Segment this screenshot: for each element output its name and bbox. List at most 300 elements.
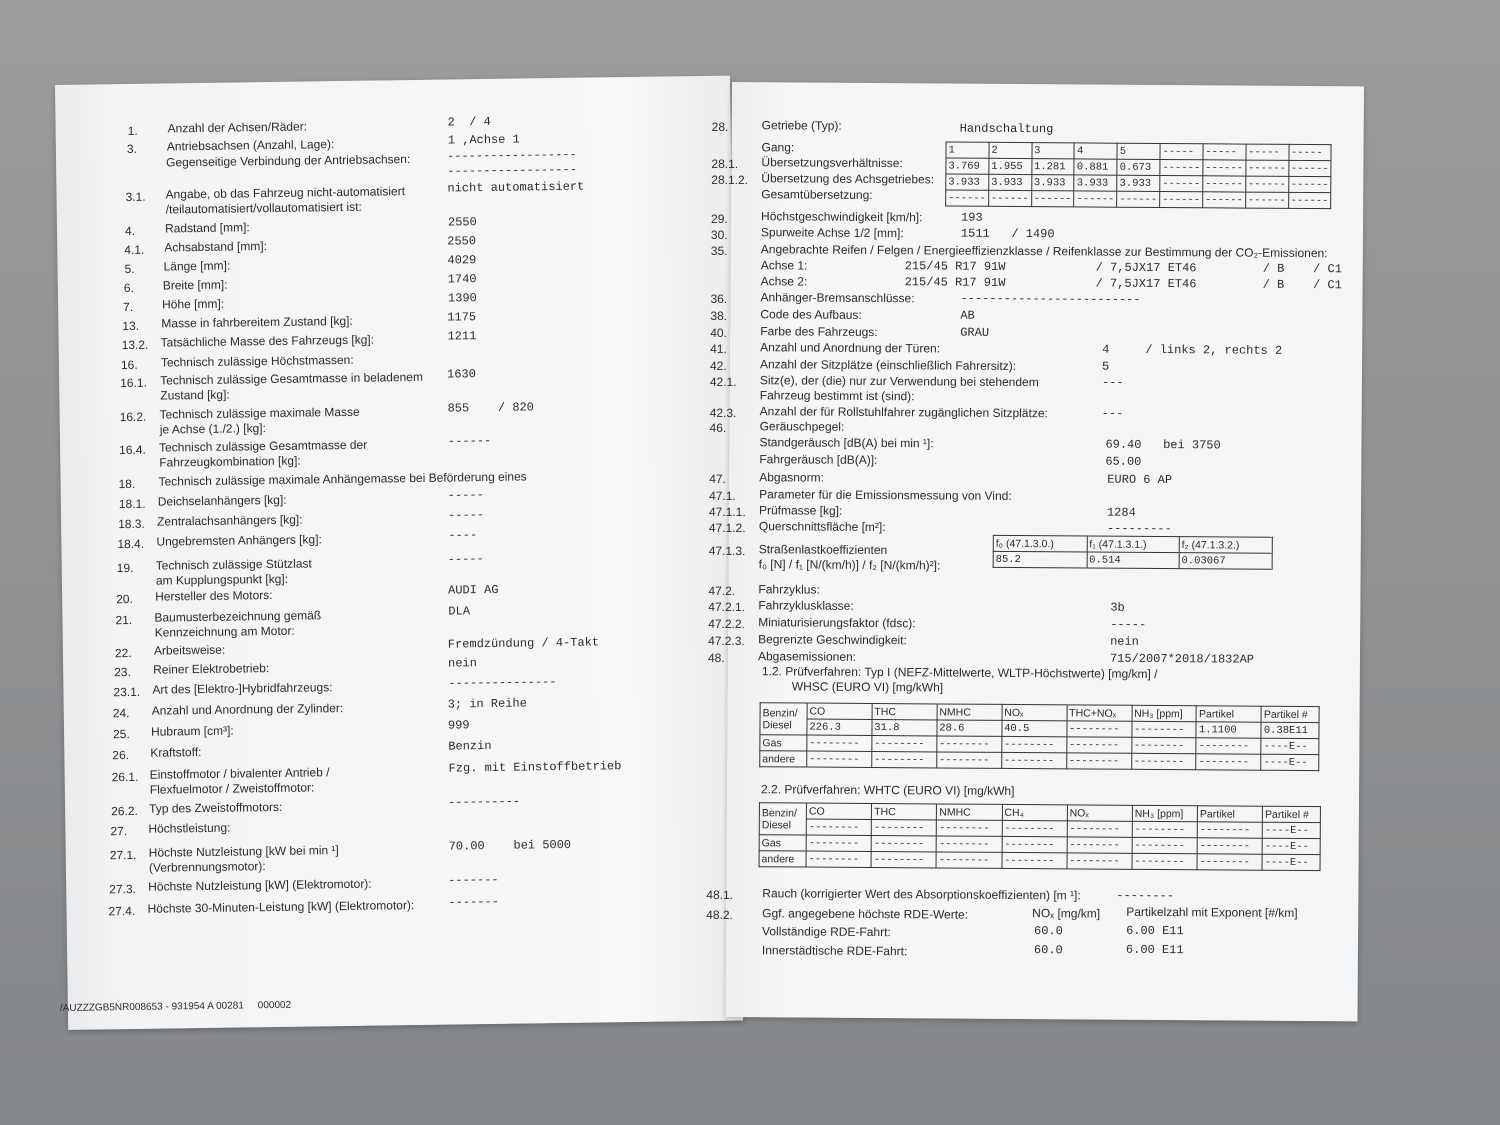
item-value: ------- — [448, 894, 499, 910]
table-cell: 1.281 — [1031, 159, 1074, 175]
item-label: Code des Aufbaus: — [760, 307, 862, 322]
item-value: ------ — [447, 433, 492, 449]
item-number: 18.4. — [117, 536, 145, 552]
item-number: 22. — [114, 645, 132, 661]
item-value: ------- — [448, 872, 499, 888]
column-header: NOₓ — [1067, 805, 1132, 821]
table-cell: ------ — [1288, 192, 1331, 208]
table-cell: 4 — [1074, 143, 1117, 159]
item-value: AB — [960, 308, 975, 323]
item-number: 48.2. — [706, 907, 733, 923]
item-number: 21. — [115, 612, 133, 628]
test-procedure-12: 1.2. Prüfverfahren: Typ I (NEFZ-Mittelwerte, WLTP-Höchstwerte) [mg/km] / WHSC (EURO VI) [mg/kWh] — [761, 664, 1158, 695]
rim-value: / 7,5JX17 ET46 — [1095, 260, 1197, 276]
item-label: Baumusterbezeichnung gemäß Kennzeichnung am Motor: — [154, 608, 322, 640]
table-cell: -------- — [1132, 821, 1197, 837]
item-label: Prüfmasse [kg]: — [758, 503, 843, 518]
rde-value: 6.00 E11 — [1125, 942, 1184, 958]
tyre-value: 215/45 R17 91W — [904, 275, 1006, 290]
emissions-table-22 — [759, 802, 1321, 871]
item-value: 193 — [961, 210, 983, 225]
item-number: 28. — [711, 119, 729, 134]
item-label: Typ des Zweistoffmotors: — [149, 799, 283, 816]
footer-id: /AUZZZGB5NR008653 - 931954 A 00281 000002 — [59, 999, 292, 1015]
achse-label: Achse 2: — [760, 274, 808, 289]
item-number: 47.1.1. — [708, 504, 746, 520]
item-number: 35. — [710, 243, 728, 258]
table-cell: f₁ (47.1.3.1.) — [1087, 536, 1179, 553]
item-label: Technisch zulässige Stützlast am Kupplungspunkt [kg]: — [155, 556, 312, 588]
item-number: 47.2.2. — [708, 616, 745, 632]
item-value: 4 / links 2, rechts 2 — [1102, 342, 1283, 358]
item-value: 2550 — [447, 234, 477, 249]
table-cell: Gas — [759, 835, 806, 851]
item-value: 1511 / 1490 — [960, 226, 1055, 242]
item-number: 18.1. — [118, 496, 146, 512]
noise-label: Fahrgeräusch [dB(A)]: — [759, 452, 878, 468]
table-cell: ------ — [1245, 192, 1288, 208]
item-number: 16.4. — [119, 442, 146, 458]
table-cell: ------ — [1160, 175, 1203, 191]
item-value: ----- — [447, 552, 484, 567]
item-label: Breite [mm]: — [162, 277, 228, 293]
table-cell: ------ — [1074, 191, 1117, 207]
table-row — [760, 751, 1319, 771]
row-header: Benzin/ Diesel — [759, 803, 806, 835]
rde-label: Innerstädtische RDE-Fahrt: — [761, 943, 908, 959]
table-cell: 0.673 — [1117, 159, 1160, 175]
item-label: Einstoffmotor / bivalenter Antrieb / Flexfuelmotor / Zweistoffmotor: — [149, 765, 330, 797]
noise-value: 65.00 — [1105, 454, 1142, 469]
table-cell: -------- — [1002, 852, 1067, 868]
item-label: Höchstleistung: — [148, 820, 231, 836]
table-cell: 5 — [1117, 143, 1160, 159]
item-label: Achsabstand [mm]: — [164, 239, 268, 255]
item-label: Geräuschpegel: — [759, 419, 845, 434]
table-cell: -------- — [806, 835, 871, 851]
table-cell: -------- — [1197, 854, 1262, 870]
table-cell: -------- — [936, 752, 1001, 768]
table-cell: 3.933 — [1031, 175, 1074, 191]
item-value: ------------------ ------------------ — [446, 147, 577, 179]
item-value: nein — [448, 656, 478, 671]
column-header: Partikel — [1196, 706, 1261, 722]
table-cell: ------ — [988, 190, 1031, 206]
item-number: 13.2. — [121, 337, 149, 353]
item-number: 36. — [710, 291, 728, 306]
noise-label: Standgeräusch [dB(A) bei min ¹]: — [759, 435, 934, 451]
noise-value: 69.40 bei 3750 — [1105, 437, 1221, 453]
item-value: 1390 — [447, 291, 477, 306]
item-label: Angebrachte Reifen / Felgen / Energieeffizienzklasse / Reifenklasse zur Bestimmung der CO₂-Emissionen: — [760, 242, 1328, 261]
item-value: ---------- — [447, 794, 521, 810]
table-cell: ----E-- — [1262, 838, 1320, 854]
item-value: ---- — [448, 528, 478, 543]
item-number: 28.1.2. — [711, 172, 749, 188]
item-number: 47. — [709, 471, 726, 486]
item-value: 1284 — [1106, 505, 1136, 520]
item-value: GRAU — [960, 325, 990, 340]
table-cell: 85.2 — [993, 551, 1087, 568]
column-header: THC — [872, 803, 937, 819]
item-label: Länge [mm]: — [163, 258, 231, 274]
item-label: Querschnittsfläche [m²]: — [758, 519, 886, 535]
table-cell: -------- — [1067, 853, 1132, 869]
class-value: / B / C1 — [1262, 277, 1342, 293]
table-cell: ------ — [1288, 176, 1331, 192]
item-value: --------- — [1106, 521, 1172, 537]
item-number: 47.1.2. — [708, 520, 746, 536]
table-cell: ------ — [1288, 160, 1331, 176]
item-number: 47.2.3. — [708, 633, 745, 649]
item-number: 48.1. — [706, 887, 734, 903]
item-label: Technisch zulässige maximale Anhängemasse bei Beförderung eines — [158, 469, 527, 489]
test-procedure-22: 2.2. Prüfverfahren: WHTC (EURO VI) [mg/kWh] — [761, 782, 1015, 798]
tyre-value: 215/45 R17 91W — [904, 259, 1006, 274]
item-number: 19. — [116, 560, 134, 576]
item-value: --- — [1101, 406, 1124, 421]
road-load-table — [993, 535, 1273, 570]
item-label: Technisch zulässige maximale Masse je Achse (1./2.) [kg]: — [159, 404, 360, 437]
item-value: ------------------------- — [960, 291, 1141, 307]
table-cell: -------- — [1067, 721, 1132, 737]
table-cell: -------- — [1002, 836, 1067, 852]
item-value: 715/2007*2018/1832AP — [1109, 651, 1255, 667]
table-cell: -------- — [1197, 822, 1262, 838]
item-value: DLA — [448, 604, 471, 619]
emissions-table-12 — [759, 702, 1319, 771]
table-cell: 1.955 — [989, 158, 1032, 174]
table-cell: -------- — [1067, 821, 1132, 837]
item-value: Handschaltung — [959, 121, 1054, 137]
table-cell: ----E-- — [1262, 854, 1320, 870]
item-label: Miniaturisierungsfaktor (fdsc): — [758, 615, 916, 631]
item-value: 3; in Reihe — [447, 696, 527, 712]
table-row — [993, 551, 1272, 569]
item-label: Anzahl und Anordnung der Türen: — [760, 340, 941, 356]
item-value: 1630 — [446, 367, 476, 382]
item-number: 6. — [123, 280, 134, 296]
item-label: Deichselanhängers [kg]: — [157, 492, 287, 509]
item-number: 47.2.1. — [708, 599, 746, 615]
column-header: NH₃ [ppm] — [1132, 705, 1197, 721]
item-number: 7. — [123, 299, 134, 315]
table-cell: 40.5 — [1002, 720, 1067, 736]
item-label: Anzahl der Sitzplätze (einschließlich Fahrersitz): — [759, 357, 1017, 373]
item-value: 1211 — [447, 329, 477, 344]
rde-nox-header: NOₓ [mg/km] — [1032, 906, 1101, 921]
table-cell: 2 — [989, 142, 1032, 158]
table-cell: 28.6 — [937, 720, 1002, 736]
item-value: 1175 — [447, 310, 477, 325]
item-value: 2550 — [447, 215, 477, 230]
table-cell: 3.769 — [946, 158, 989, 174]
item-number: 28.1. — [711, 156, 739, 172]
table-cell: -------- — [1196, 738, 1261, 754]
column-header: CO — [807, 703, 872, 719]
item-label: Technisch zulässige Gesamtmasse der Fahrzeugkombination [kg]: — [158, 437, 368, 470]
item-label: Ungebremsten Anhängers [kg]: — [156, 532, 322, 549]
item-value: 1 ,Achse 1 — [447, 132, 520, 148]
item-label: Masse in fahrbereitem Zustand [kg]: — [161, 313, 353, 331]
item-number: 13. — [122, 318, 140, 334]
table-cell: f₂ (47.1.3.2.) — [1179, 537, 1272, 554]
gang-label: Gang: — [761, 140, 795, 155]
item-value: 2 / 4 — [447, 114, 491, 130]
item-number: 30. — [710, 227, 728, 242]
gesamt-label: Gesamtübersetzung: — [761, 187, 873, 202]
item-number: 23.1. — [113, 684, 141, 700]
table-cell: ------ — [1246, 160, 1289, 176]
item-label: Art des [Elektro-]Hybridfahrzeugs: — [152, 680, 333, 697]
item-number: 18.3. — [118, 516, 145, 532]
item-label: Rauch (korrigierter Wert des Absorptionskoeffizienten) [m ¹]: — [762, 886, 1081, 903]
table-cell: ------ — [1160, 191, 1203, 207]
rde-value: 60.0 — [1033, 943, 1063, 958]
item-label: Parameter für die Emissionsmessung von Vind: — [759, 487, 1012, 503]
item-number: 27. — [110, 824, 128, 839]
table-cell: -------- — [1067, 837, 1132, 853]
item-label: Kraftstoff: — [150, 745, 202, 760]
item-value: Fremdzündung / 4-Takt — [447, 635, 600, 652]
item-label: Abgasnorm: — [759, 470, 824, 485]
table-cell: ----E-- — [1261, 738, 1319, 754]
item-label: Höchste Nutzleistung [kW] (Elektromotor): — [148, 876, 372, 894]
item-value: nein — [1110, 634, 1139, 649]
item-number: 16.2. — [119, 409, 147, 425]
item-label: Spurweite Achse 1/2 [mm]: — [760, 225, 904, 241]
table-cell: -------- — [937, 820, 1002, 836]
table-cell: 1 — [946, 142, 989, 158]
item-number: 27.3. — [109, 881, 137, 897]
item-value: EURO 6 AP — [1107, 472, 1173, 488]
item-label: Fahrzyklus: — [758, 582, 820, 597]
item-label: Hubraum [cm³]: — [150, 723, 234, 739]
item-value: ----- — [447, 488, 484, 503]
column-header: CH₄ — [1002, 804, 1067, 820]
achse-label: Achse 1: — [760, 258, 808, 273]
item-value: 4029 — [447, 253, 477, 268]
item-label: Antriebsachsen (Anzahl, Lage): — [166, 137, 335, 154]
table-cell: 3.933 — [1074, 175, 1117, 191]
item-number: 26.2. — [111, 803, 138, 819]
rde-label: Vollständige RDE-Fahrt: — [762, 924, 891, 940]
table-cell: -------- — [872, 751, 937, 767]
item-label: Fahrzyklusklasse: — [758, 598, 854, 613]
item-label: Anzahl der Achsen/Räder: — [167, 119, 308, 136]
table-cell: ------ — [1203, 160, 1246, 176]
column-header: Partikel # — [1263, 806, 1321, 822]
table-cell: 0.881 — [1074, 159, 1117, 175]
column-header: NOₓ — [1002, 704, 1067, 720]
item-number: 42. — [709, 358, 727, 373]
item-value: 5 — [1101, 359, 1110, 374]
item-number: 1. — [127, 123, 138, 138]
item-label: Radstand [mm]: — [164, 220, 250, 236]
table-cell: ------ — [1117, 191, 1160, 207]
item-number: 4. — [124, 223, 136, 239]
column-header: Partikel — [1197, 806, 1262, 822]
item-value: --- — [1101, 375, 1124, 390]
item-label: Höchste Nutzleistung [kW bei min ¹] (Verbrennungsmotor): — [148, 843, 339, 875]
table-cell: -------- — [871, 851, 936, 867]
table-cell: -------- — [807, 751, 872, 767]
table-cell: 31.8 — [872, 719, 937, 735]
table-row — [759, 851, 1320, 871]
table-cell: -------- — [871, 835, 936, 851]
table-cell: 3.933 — [1117, 175, 1160, 191]
table-row — [946, 190, 1331, 209]
item-number: 26. — [112, 748, 130, 763]
table-cell: ------ — [1031, 191, 1074, 207]
table-cell: 0.03067 — [1179, 553, 1272, 570]
item-number: 48. — [707, 650, 725, 665]
item-number: 16. — [120, 357, 138, 373]
column-header: CO — [806, 803, 871, 819]
table-cell: -------- — [1002, 820, 1067, 836]
column-header: NH₃ [ppm] — [1132, 805, 1197, 821]
item-label: Anzahl der für Rollstuhlfahrer zugänglichen Sitzplätze: — [759, 404, 1048, 421]
table-cell: ----- — [1203, 144, 1246, 160]
item-label: Reiner Elektrobetrieb: — [153, 661, 270, 677]
item-number: 41. — [710, 341, 727, 356]
item-value: Fzg. mit Einstoffbetrieb — [448, 759, 622, 776]
table-cell: 3 — [1032, 143, 1075, 159]
item-label: Anhänger-Bremsanschlüsse: — [760, 290, 915, 306]
item-label: Übersetzungsverhältnisse: — [761, 155, 903, 171]
column-header: NMHC — [937, 804, 1002, 820]
table-cell: -------- — [871, 819, 936, 835]
table-cell: 226.3 — [807, 719, 872, 735]
item-label: Höhe [mm]: — [161, 296, 225, 312]
table-cell: -------- — [806, 851, 871, 867]
item-number: 26.1. — [111, 769, 139, 785]
right-page — [706, 82, 1364, 1021]
item-value: 3b — [1110, 600, 1125, 615]
column-header: Partikel # — [1261, 706, 1319, 722]
table-cell: -------- — [1197, 838, 1262, 854]
table-cell: -------- — [1132, 853, 1197, 869]
item-number: 47.1.3. — [708, 543, 746, 559]
rde-particle-header: Partikelzahl mit Exponent [#/km] — [1126, 904, 1298, 920]
item-label: Zentralachsanhängers [kg]: — [157, 512, 303, 529]
table-cell: ----- — [1288, 144, 1331, 160]
table-cell: ----E-- — [1262, 822, 1320, 838]
table-cell: ----- — [1160, 143, 1203, 159]
table-cell: -------- — [937, 736, 1002, 752]
item-number: 4.1. — [124, 242, 145, 258]
table-cell: -------- — [1131, 721, 1196, 737]
table-cell: ------ — [946, 190, 989, 206]
rde-value: 60.0 — [1034, 924, 1063, 939]
item-label: Sitz(e), der (die) nur zur Verwendung bei stehendem Fahrzeug bestimmt ist (sind): — [759, 373, 1039, 404]
item-value: 855 / 820 — [447, 400, 535, 416]
table-cell: -------- — [937, 836, 1002, 852]
table-cell: 0.38E11 — [1261, 722, 1319, 738]
item-number: 40. — [710, 325, 727, 340]
table-cell: andere — [760, 751, 807, 767]
item-value: 70.00 bei 5000 — [448, 837, 572, 854]
item-label: Technisch zulässige Gesamtmasse in beladenem Zustand [kg]: — [160, 369, 424, 403]
item-label: Abgasemissionen: — [757, 649, 857, 664]
rde-value: 6.00 E11 — [1126, 923, 1184, 939]
table-cell: -------- — [1001, 736, 1066, 752]
left-page — [55, 76, 746, 1030]
item-label: Arbeitsweise: — [153, 642, 226, 658]
column-header: NMHC — [937, 704, 1002, 720]
item-number: 5. — [124, 261, 135, 277]
table-cell: 0.514 — [1087, 552, 1179, 569]
table-cell: -------- — [806, 819, 871, 835]
item-label: Technisch zulässige Höchstmassen: — [160, 352, 354, 370]
table-cell: Gas — [760, 735, 807, 751]
table-row — [993, 535, 1272, 553]
gear-ratio-table — [945, 141, 1332, 209]
item-label: Ggf. angegebene höchste RDE-Werte: — [762, 906, 969, 922]
item-number: 25. — [112, 727, 130, 742]
column-header: THC — [872, 703, 937, 719]
item-label: Getriebe (Typ): — [761, 118, 842, 133]
rim-value: / 7,5JX17 ET46 — [1095, 276, 1197, 292]
table-cell: -------- — [1132, 837, 1197, 853]
table-cell: ----E-- — [1261, 754, 1319, 770]
class-value: / B / C1 — [1262, 261, 1342, 277]
item-number: 46. — [709, 420, 727, 435]
table-cell: f₀ (47.1.3.0.) — [993, 535, 1087, 552]
item-number: 27.1. — [109, 847, 137, 863]
item-value: 999 — [447, 718, 470, 733]
item-value: -------- — [1116, 888, 1174, 904]
item-value: --------------- — [448, 675, 557, 691]
table-cell: 3.933 — [946, 174, 989, 190]
item-value: ----- — [1110, 617, 1147, 632]
item-label: Höchste 30-Minuten-Leistung [kW] (Elektromotor): — [147, 898, 415, 916]
item-number: 47.2. — [708, 583, 736, 599]
item-value: 1740 — [447, 272, 477, 287]
item-number: 23. — [114, 664, 131, 680]
table-cell: andere — [759, 851, 806, 867]
item-number: 18. — [118, 476, 136, 492]
item-number: 3.1. — [125, 189, 146, 205]
item-number: 27.4. — [108, 903, 136, 919]
table-cell: -------- — [1196, 754, 1261, 770]
item-label: Anzahl und Anordnung der Zylinder: — [151, 701, 344, 718]
item-label: Höchstgeschwindigkeit [km/h]: — [761, 209, 923, 225]
item-number: 3. — [126, 141, 138, 157]
table-cell: ------ — [1160, 159, 1203, 175]
table-cell: ------ — [1245, 176, 1288, 192]
item-label: Straßenlastkoeffizienten f₀ [N] / f₁ [N/(km/h)] / f₂ [N/(km/h)²]: — [758, 542, 941, 573]
item-number: 29. — [710, 211, 728, 226]
item-value: Benzin — [448, 738, 492, 754]
item-value: AUDI AG — [447, 582, 499, 598]
item-number: 16.1. — [120, 375, 147, 391]
table-cell: 3.933 — [989, 174, 1032, 190]
row-header: Benzin/ Diesel — [760, 703, 807, 735]
table-cell: -------- — [807, 735, 872, 751]
table-cell: 1.1100 — [1196, 722, 1261, 738]
item-label: Farbe des Fahrzeugs: — [760, 324, 878, 340]
item-value: nicht automatisiert — [447, 179, 585, 196]
item-label: Hersteller des Motors: — [155, 588, 273, 604]
table-cell: ----- — [1246, 144, 1289, 160]
column-header: THC+NOₓ — [1067, 705, 1132, 721]
item-label: Angabe, ob das Fahrzeug nicht-automatisiert /teilautomatisiert/vollautomatisiert ist: — [165, 184, 406, 217]
table-cell: -------- — [1001, 752, 1066, 768]
item-number: 38. — [710, 308, 728, 323]
item-number: 42.3. — [709, 405, 737, 421]
item-number: 47.1. — [709, 488, 736, 504]
